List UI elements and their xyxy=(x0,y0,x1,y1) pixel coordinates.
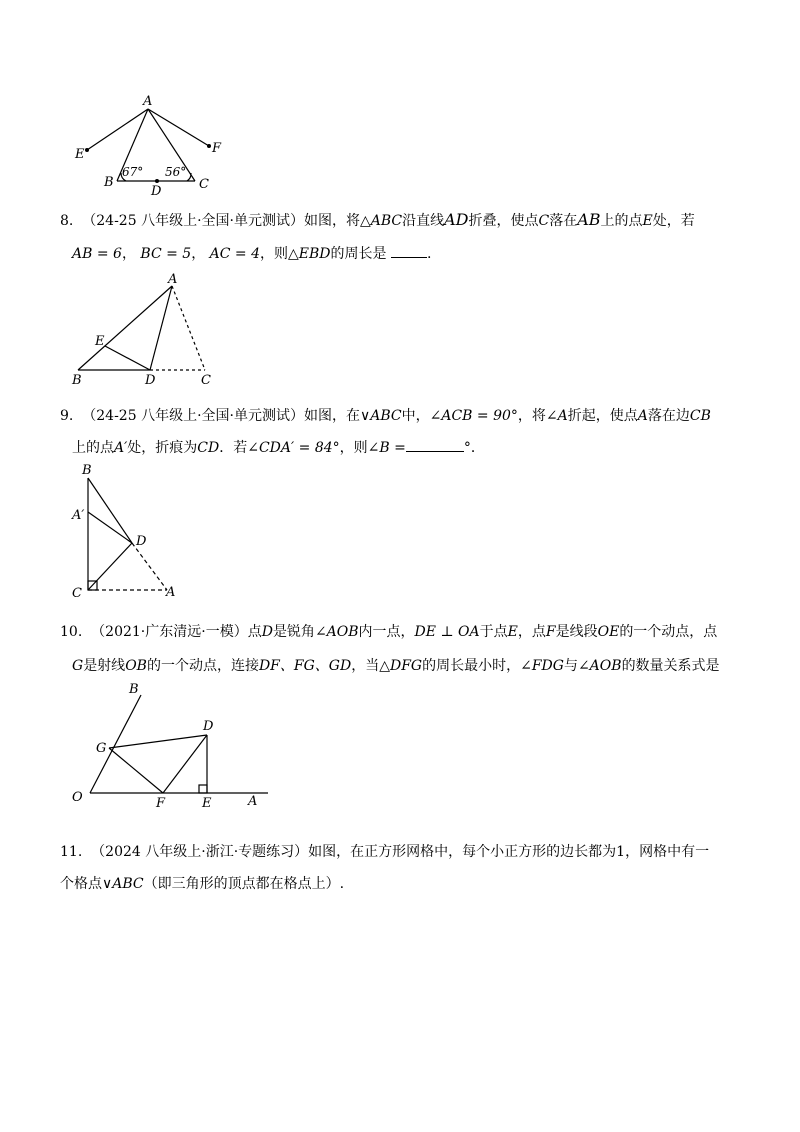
q11-triangle-abc: ∨ABC xyxy=(102,876,144,892)
q8-end: . xyxy=(426,246,432,262)
q10-ray-ob: OB xyxy=(125,658,147,674)
q8-text-d: 落在 xyxy=(549,213,578,229)
q8-tail: 的周长是 xyxy=(330,246,387,262)
q10-segments: DF、FG、GD xyxy=(258,658,352,674)
q8-line-ad: AD xyxy=(444,210,469,229)
q8-text-e: 上的点 xyxy=(600,213,643,229)
q9-angle-acb: ∠ACB = 90° xyxy=(429,408,518,424)
q10-text-m: 与 xyxy=(563,658,578,674)
q9-text-h: ．若 xyxy=(219,440,248,456)
q10-text-h: 的一个动点，点 xyxy=(619,624,718,640)
q11-text-b: ，网格中有一 xyxy=(625,844,710,860)
q8-triangle-ebd: △EBD xyxy=(288,246,331,262)
q9-text-e: 落在边 xyxy=(647,408,690,424)
q11-line1 xyxy=(60,840,709,864)
q10-text-a: 点 xyxy=(247,624,262,640)
q10-seg-oe: OE xyxy=(597,624,620,640)
q8-point-c: C xyxy=(538,213,550,229)
angle-c-label: 56° xyxy=(165,165,187,179)
q9-angle-cda: ∠CDA′ = 84° xyxy=(247,440,340,456)
q11-one: 1 xyxy=(616,844,626,860)
q9-text-d: 折起，使点 xyxy=(567,408,638,424)
q9-side-cb: CB xyxy=(689,408,711,424)
q9-degree: °． xyxy=(463,440,485,456)
q11-source: （2024 八年级上·浙江·专题练习） xyxy=(91,844,309,860)
q8-point-e: E xyxy=(642,213,653,229)
q9-point-a: A xyxy=(637,408,648,424)
q9-angle-b: ∠B = xyxy=(367,440,406,456)
q10-label-o: O xyxy=(72,790,83,805)
q10-text-g: 是线段 xyxy=(555,624,598,640)
q10-label-f: F xyxy=(156,796,166,811)
q8-label-a: A xyxy=(168,272,178,287)
q9-label-a-prime: A′ xyxy=(72,508,85,523)
q8-seg-ab: AB xyxy=(577,210,601,229)
q11-text-a: 如图，在正方形网格中，每个小正方形的边长都为 xyxy=(308,844,617,860)
q10-text-n: 的数量关系式是 xyxy=(621,658,720,674)
q10-text-b: 是锐角 xyxy=(272,624,315,640)
q10-text-l: 的周长最小时， xyxy=(422,658,521,674)
q10-triangle-dfg: △DFG xyxy=(379,658,423,674)
q11-number: 11. xyxy=(60,844,83,860)
q8-text-f: 处，若 xyxy=(652,213,695,229)
label-c: C xyxy=(199,177,209,192)
q9-number: 9. xyxy=(60,408,74,424)
q10-source: （2021·广东清远·一模） xyxy=(91,624,248,640)
label-b: B xyxy=(104,175,114,190)
q9-label-c: C xyxy=(72,586,82,601)
q8-line2: AB = 6， BC = 5， AC = 4，则△EBD的周长是 . xyxy=(72,242,431,266)
q9-point-a-prime: A′ xyxy=(114,440,128,456)
q8-source: （24-25 八年级上·全国·单元测试） xyxy=(82,213,304,229)
q10-text-c: 内一点， xyxy=(358,624,415,640)
q9-text-f: 上的点 xyxy=(72,440,114,456)
q9-text-a: 如图，在 xyxy=(303,408,360,424)
q8-label-e: E xyxy=(95,334,105,349)
q9-text-g: 处，折痕为 xyxy=(127,440,198,456)
q8-bc-value: BC = 5 xyxy=(140,246,192,262)
q9-source: （24-25 八年级上·全国·单元测试） xyxy=(82,408,304,424)
q9-label-d: D xyxy=(136,534,147,549)
label-e: E xyxy=(75,147,85,162)
q9-text-b: 中， xyxy=(401,408,430,424)
q10-label-a: A xyxy=(248,794,258,809)
q10-label-b: B xyxy=(129,682,139,697)
q9-text-c: ，将 xyxy=(517,408,546,424)
label-a: A xyxy=(143,94,153,109)
q10-text-j: 的一个动点，连接 xyxy=(146,658,259,674)
q10-point-e: E xyxy=(507,624,518,640)
q11-text-d: （即三角形的顶点都在格点上）. xyxy=(143,876,345,892)
q8-label-b: B xyxy=(72,373,82,388)
q8-label-d: D xyxy=(145,373,156,388)
q9-crease-cd: CD xyxy=(197,440,220,456)
q9-label-b: B xyxy=(82,463,92,478)
q8-ab-value: AB = 6 xyxy=(72,246,122,262)
q10-point-g: G xyxy=(72,658,84,674)
q10-label-g: G xyxy=(96,741,107,756)
q10-point-d: D xyxy=(261,624,273,640)
q10-label-d: D xyxy=(203,719,214,734)
q8-label-c: C xyxy=(201,373,211,388)
q10-text-k: ，当 xyxy=(351,658,380,674)
q8-ac-value: AC = 4 xyxy=(209,246,261,262)
q8-text-b: 沿直线 xyxy=(402,213,445,229)
angle-b-label: 67° xyxy=(122,165,144,179)
q9-angle-a: ∠A xyxy=(545,408,568,424)
q9-triangle-abc: ∨ABC xyxy=(359,408,402,424)
q10-text-i: 是射线 xyxy=(83,658,126,674)
q8-then: ，则 xyxy=(260,246,289,262)
q10-point-f: F xyxy=(545,624,556,640)
label-f: F xyxy=(212,141,222,156)
q10-text-e: 于点 xyxy=(479,624,508,640)
q11-text-c: 个格点 xyxy=(60,876,102,892)
q10-number: 10. xyxy=(60,624,83,640)
q10-angle-aob-2: ∠AOB xyxy=(577,658,622,674)
q9-label-a: A xyxy=(166,585,176,600)
q10-de-perp-oa: DE ⊥ OA xyxy=(414,624,480,640)
q10-angle-aob: ∠AOB xyxy=(314,624,359,640)
label-d: D xyxy=(151,184,162,199)
q10-label-e: E xyxy=(202,796,212,811)
q8-text-c: 折叠，使点 xyxy=(468,213,539,229)
q10-angle-fdg: ∠FDG xyxy=(520,658,564,674)
q8-number: 8. xyxy=(60,213,74,229)
q9-text-i: ，则 xyxy=(339,440,368,456)
q10-text-f: ，点 xyxy=(517,624,546,640)
q8-triangle-abc: △ABC xyxy=(359,213,403,229)
q8-text-a: 如图，将 xyxy=(303,213,360,229)
q11-line2 xyxy=(60,872,344,896)
